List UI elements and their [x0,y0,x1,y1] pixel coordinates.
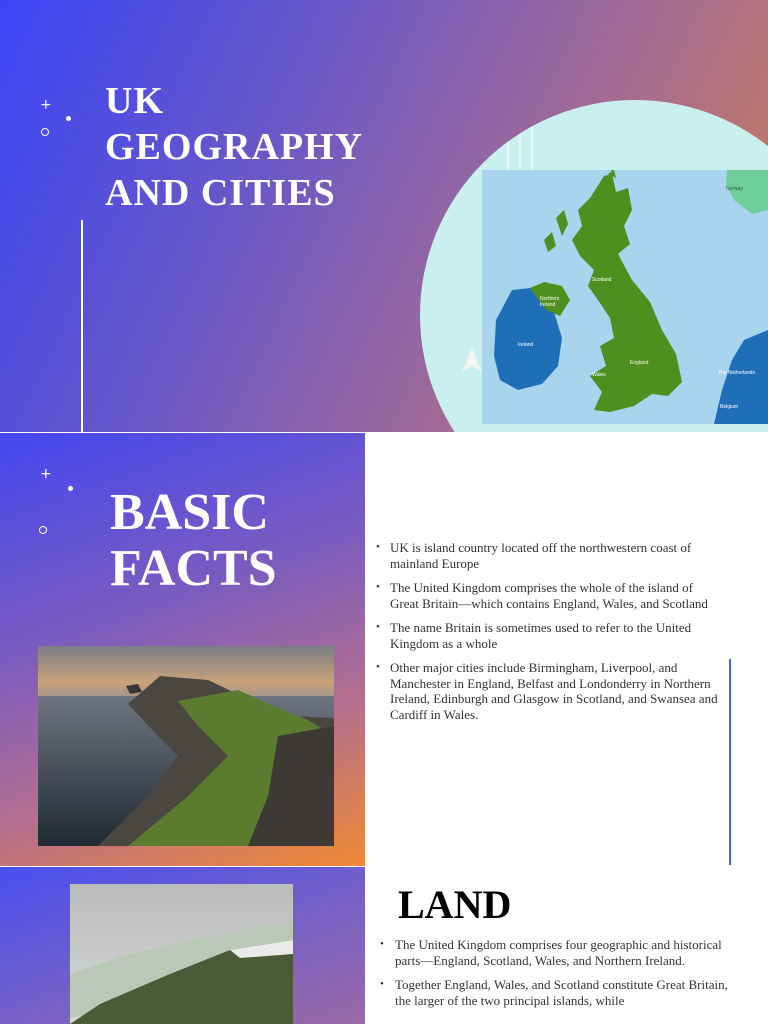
map-label-scotland: Scotland [592,277,612,283]
basic-facts-slide [0,433,768,866]
ring-icon [39,526,47,534]
gradient-panel [0,867,365,1024]
list-item: • The United Kingdom comprises four geographic and historical parts—England, Scotland, Wales, and Northern Ireland. [380,937,735,968]
dot-icon [68,486,73,491]
map-label-norway: Norway [726,186,743,192]
facts-list [376,540,721,731]
map-label-netherlands: The Netherlands [718,370,755,376]
land-list [380,937,735,1017]
title-slide [0,0,768,432]
map-label-wales: Wales [592,372,606,378]
divider-line [81,220,83,432]
list-item: • The United Kingdom comprises the whole of the island of Great Britain—which contains England, Wales, and Scotland [376,580,721,611]
paper-plane-icon [462,348,482,381]
list-item: • The name Britain is sometimes used to refer to the United Kingdom as a whole [376,620,721,651]
gradient-panel [0,433,365,866]
map-label-northern-ireland: Northern Ireland [540,296,560,308]
land-slide [0,867,768,1024]
map-label-ireland: Ireland [518,342,534,348]
coastline-photo [38,646,334,846]
slide-title: BASIC FACTS [110,484,277,597]
ring-icon [41,128,49,136]
map-label-england: England [630,360,649,366]
accent-bar [729,659,731,865]
map-label-belgium: Belgium [720,404,739,410]
slide-title: LAND [398,882,512,927]
list-item: • Together England, Wales, and Scotland constitute Great Britain, the larger of the two principal islands, while [380,977,735,1008]
plus-icon: + [40,466,52,482]
slide-title: UK GEOGRAPHY AND CITIES [105,80,362,214]
uk-map [482,170,768,424]
dot-icon [66,116,71,121]
cliffs-photo [70,884,293,1024]
plus-icon: + [40,97,52,113]
list-item: • Other major cities include Birmingham, Liverpool, and Manchester in England, Belfast and Londonderry in Northern Ireland, Edinburgh and Glasgow in Scotland, and Swansea and Cardiff in Wales. [376,660,721,722]
list-item: • UK is island country located off the northwestern coast of mainland Europe [376,540,721,571]
